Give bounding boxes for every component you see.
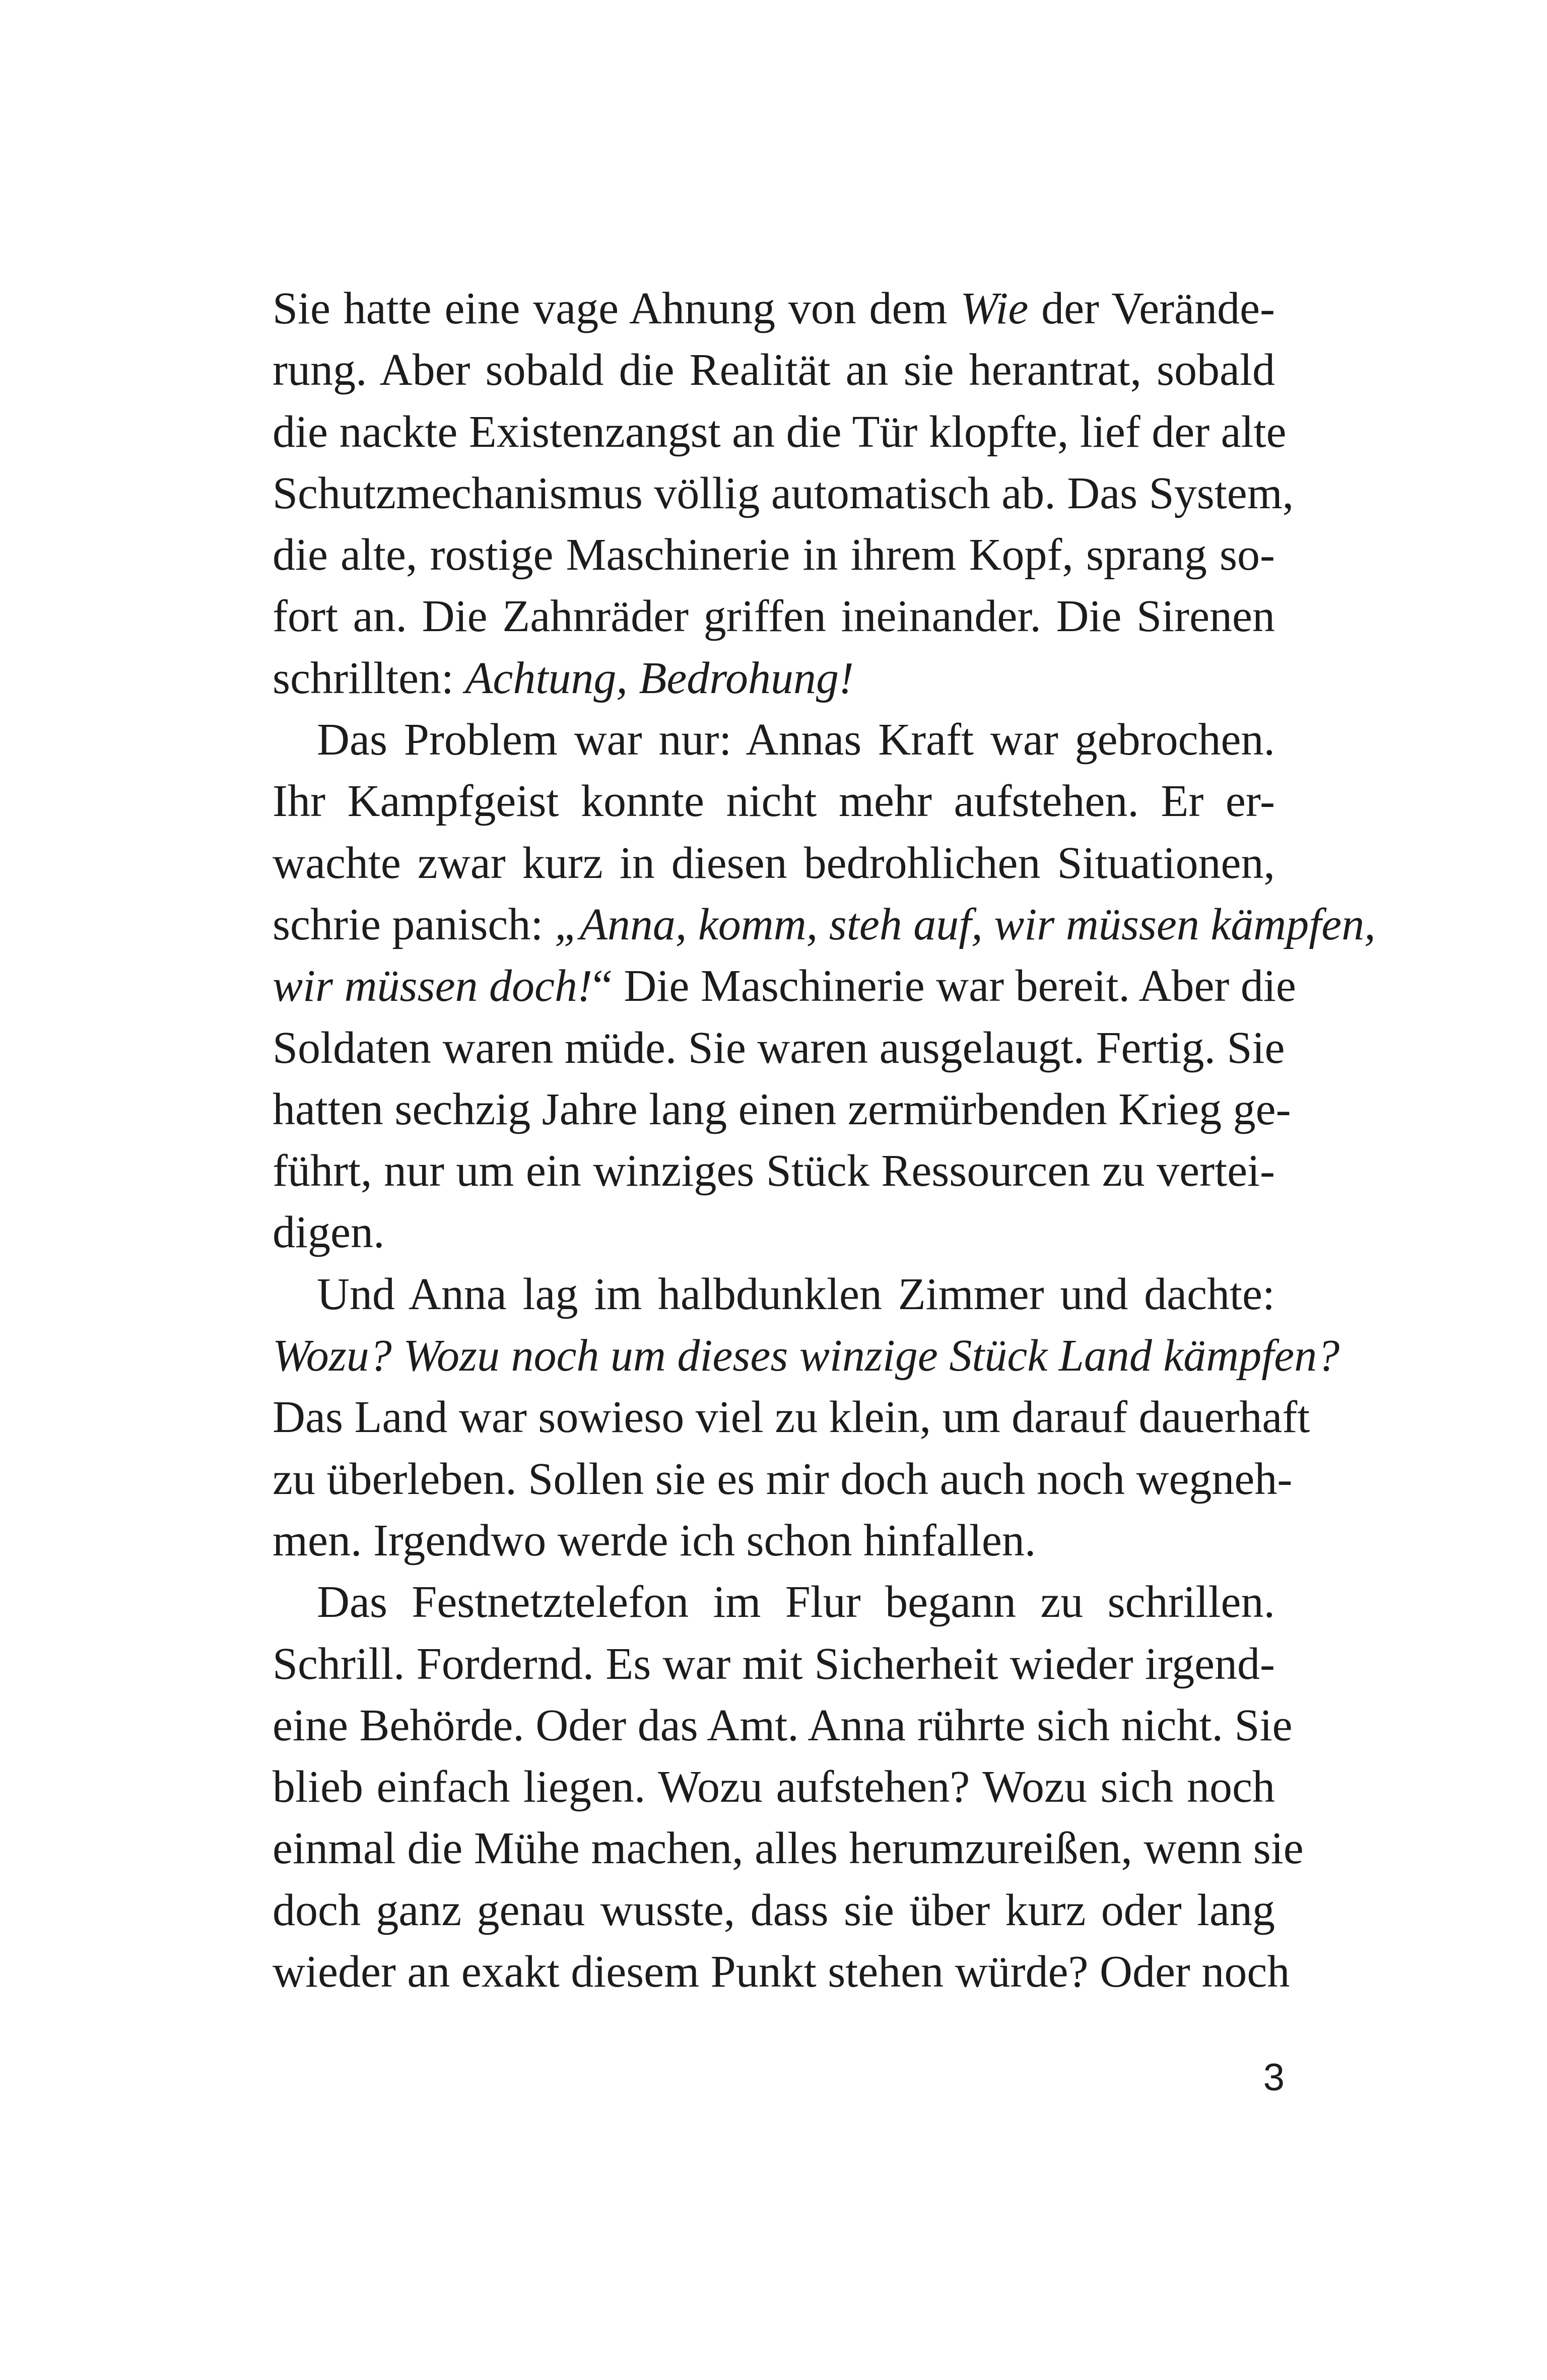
text-segment: Das Land war sowieso viel zu klein, um darauf dauerhaft (273, 1392, 1310, 1443)
page-number: 3 (1263, 2056, 1285, 2099)
text-line (273, 1264, 1275, 1325)
text-line (273, 771, 1275, 832)
italic-text: wir müssen doch! (273, 961, 592, 1011)
text-segment: wieder an exakt diesem Punkt stehen würde? Oder noch (273, 1947, 1290, 1997)
text-line (273, 1818, 1304, 1879)
text-segment: der Verände- (1028, 284, 1275, 333)
text-segment: “ Die Maschinerie war bereit. Aber die (592, 961, 1296, 1011)
text-line (273, 1079, 1291, 1140)
text-line (273, 648, 1275, 709)
text-line (273, 401, 1287, 463)
text-segment: die nackte Existenzangst an die Tür klopfte, lief der alte (273, 406, 1287, 457)
text-line (273, 1325, 1340, 1387)
text-segment: Schutzmechanismus völlig automatisch ab. Das System, (273, 468, 1294, 518)
text-segment: Und Anna lag im halbdunklen Zimmer und dachte: (317, 1269, 1275, 1319)
text-segment: men. Irgendwo werde ich schon hinfallen. (273, 1515, 1036, 1566)
text-line (273, 1941, 1290, 2003)
text-segment: einmal die Mühe machen, alles herumzureißen, wenn sie (273, 1823, 1304, 1874)
text-line (273, 1449, 1293, 1510)
text-segment: Schrill. Fordernd. Es war mit Sicherheit wieder irgend- (273, 1639, 1275, 1689)
text-line (273, 1572, 1275, 1633)
text-segment: eine Behörde. Oder das Amt. Anna rührte sich nicht. Sie (273, 1700, 1293, 1750)
text-segment: hatten sechzig Jahre lang einen zermürbenden Krieg ge- (273, 1084, 1291, 1134)
italic-text: Wie (960, 284, 1029, 333)
text-segment: digen. (273, 1207, 385, 1258)
text-line (273, 833, 1275, 894)
text-segment: schrie panisch: (273, 899, 555, 949)
text-line (273, 1695, 1293, 1756)
text-line (273, 709, 1275, 771)
text-line (273, 278, 1275, 339)
text-line (273, 1880, 1275, 1941)
text-line (273, 339, 1275, 401)
text-segment: schrillten: (273, 653, 465, 703)
text-segment: zu überleben. Sollen sie es mir doch auch noch wegneh- (273, 1454, 1293, 1504)
text-segment: die alte, rostige Maschinerie in ihrem Kopf, sprang so- (273, 530, 1275, 580)
text-line (273, 1510, 1275, 1572)
body-text (273, 278, 1376, 2003)
text-line (273, 1387, 1310, 1448)
text-segment: wachte zwar kurz in diesen bedrohlichen Situationen, (273, 838, 1275, 888)
text-segment: Ihr Kampfgeist konnte nicht mehr aufstehen. Er er- (273, 776, 1275, 827)
text-segment: Sie hatte eine vage Ahnung von dem (273, 284, 961, 333)
text-segment: Das Festnetztelefon im Flur begann zu schrillen. (317, 1577, 1275, 1627)
text-segment: rung. Aber sobald die Realität an sie herantrat, sobald (273, 345, 1275, 395)
text-segment: führt, nur um ein winziges Stück Ressourcen zu vertei- (273, 1146, 1275, 1196)
text-line (273, 1017, 1285, 1079)
italic-text: „Anna, komm, steh auf, wir müssen kämpfen, (554, 899, 1376, 949)
italic-text: Achtung, Bedrohung! (465, 653, 854, 703)
text-line (273, 956, 1296, 1017)
text-line (273, 1634, 1275, 1695)
text-segment: fort an. Die Zahnräder griffen ineinander. Die Sirenen (273, 591, 1275, 642)
italic-text: Wozu? Wozu noch um dieses winzige Stück Land kämpfen? (273, 1331, 1340, 1381)
text-line (273, 894, 1376, 956)
text-segment: Soldaten waren müde. Sie waren ausgelaugt. Fertig. Sie (273, 1023, 1285, 1073)
text-line (273, 586, 1275, 647)
text-line (273, 463, 1294, 524)
text-line (273, 1756, 1275, 1818)
text-segment: doch ganz genau wusste, dass sie über kurz oder lang (273, 1885, 1275, 1935)
text-line (273, 524, 1275, 586)
text-line (273, 1202, 1275, 1263)
text-line (273, 1140, 1275, 1202)
text-segment: Das Problem war nur: Annas Kraft war gebrochen. (317, 715, 1275, 765)
text-segment: blieb einfach liegen. Wozu aufstehen? Wozu sich noch (273, 1762, 1275, 1812)
